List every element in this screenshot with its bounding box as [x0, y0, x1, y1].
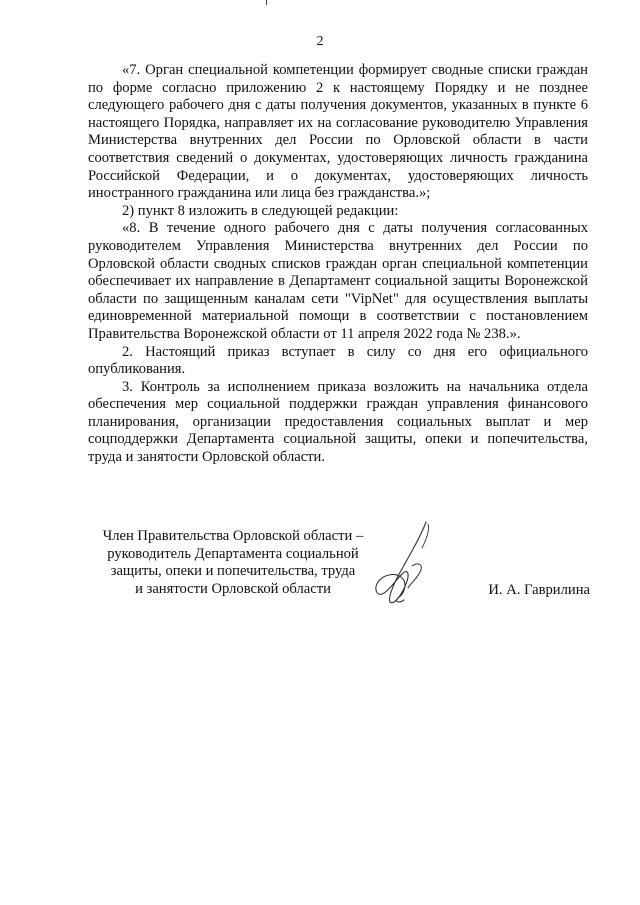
- signatory-name: И. А. Гаврилина: [488, 582, 590, 598]
- scan-mark: [266, 0, 267, 5]
- handwritten-signature: [368, 518, 438, 618]
- signatory-title-line: и занятости Орловской области: [135, 580, 331, 597]
- signatory-title: [88, 528, 378, 598]
- document-body: [88, 62, 588, 467]
- signatory-title-line: Член Правительства Орловской области –: [102, 528, 364, 544]
- paragraph-point-2: 2) пункт 8 изложить в следующей редакции:: [122, 202, 399, 219]
- paragraph-effective-date: 2. Настоящий приказ вступает в силу со дня его официального опубликования.: [88, 343, 588, 378]
- signatory-title-line: руководитель Департамента социальной: [107, 545, 359, 562]
- paragraph-control: 3. Контроль за исполнением приказа возложить на начальника отдела обеспечения мер социальной поддержки граждан управления финансового планирования, организации предоставления социальных выплат и мер соцподдержки Департамента социальной защиты, опеки и попечительства, труда и занятости Орловской области.: [88, 378, 588, 466]
- paragraph-item-8: «8. В течение одного рабочего дня с даты получения согласованных руководителем Управления Министерства внутренних дел России по Орловской области сводных списков граждан орган специальной компетенции обеспечивает их направление в Департамент социальной защиты Воронежской области по защищенным каналам сети "VipNet" для осуществления выплаты единовременной материальной помощи в соответствии с постановлением Правительства Воронежской области от 11 апреля 2022 года № 238.».: [88, 220, 588, 342]
- page-number: 2: [316, 34, 324, 49]
- signatory-title-line: защиты, опеки и попечительства, труда: [110, 563, 356, 580]
- paragraph-item-7: «7. Орган специальной компетенции формирует сводные списки граждан по форме согласно приложению 2 к настоящему Порядку и не позднее следующего рабочего дня с даты получения документов, указанных в пункте 6 настоящего Порядка, направляет их на согласование руководителю Управления Министерства внутренних дел России по Орловской области в части соответствия сведений о документах, удостоверяющих личность гражданина Российской Федерации, и о документах, удостоверяющих личность иностранного гражданина или лица без гражданства.»;: [88, 62, 588, 202]
